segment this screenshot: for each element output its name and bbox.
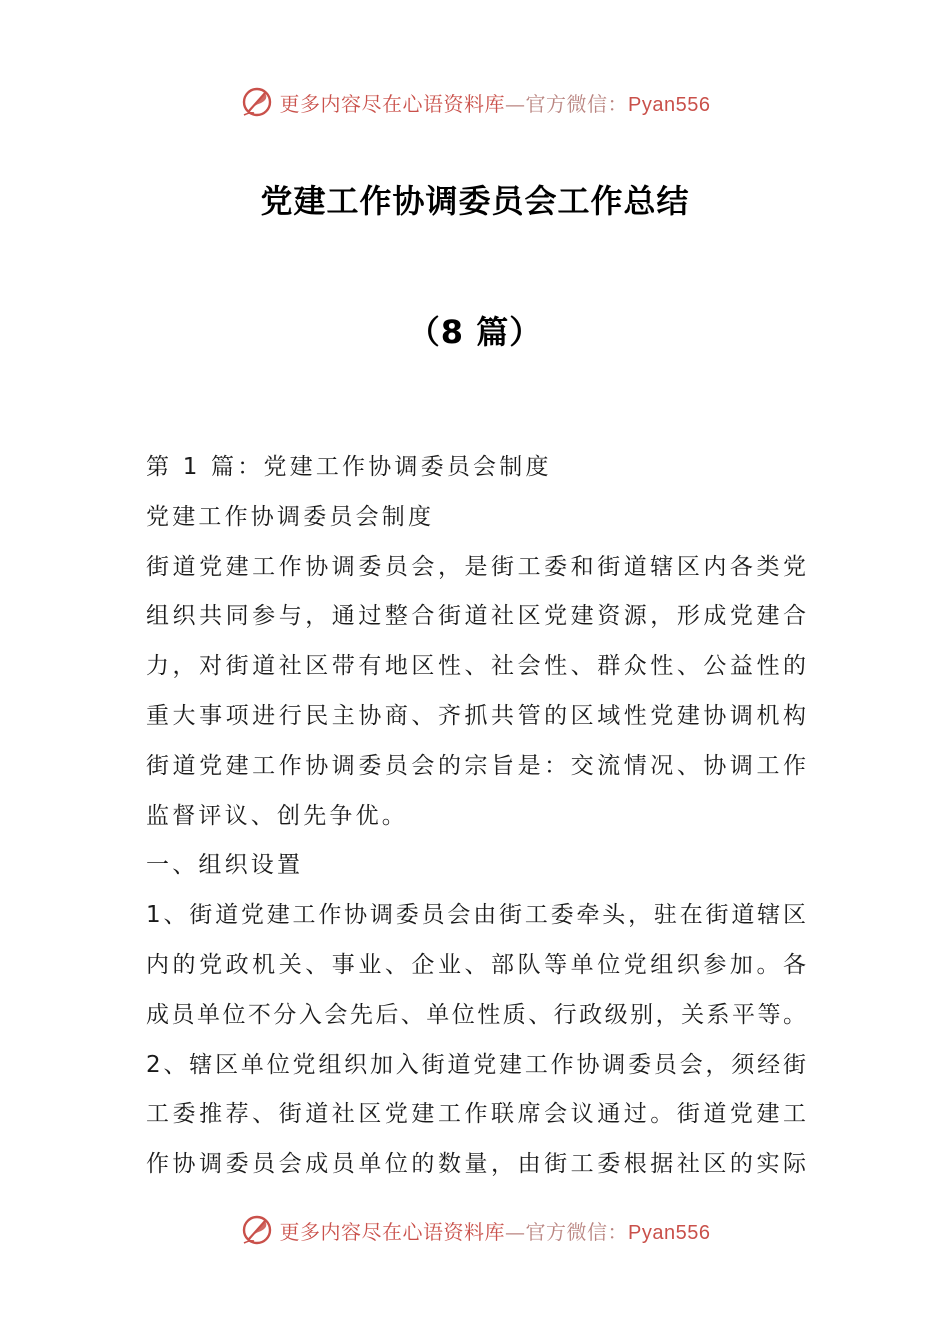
watermark-text: [280, 88, 711, 117]
body-line: 成员单位不分入会先后、单位性质、行政级别，关系平等。: [146, 1001, 806, 1028]
watermark-id: Pyan556: [628, 93, 711, 116]
watermark-sub: —官方微信：: [505, 91, 629, 116]
quill-logo-icon: [240, 85, 274, 119]
watermark-main: 更多内容尽在心语资料库: [279, 1219, 506, 1244]
quill-logo-icon: [240, 1213, 274, 1247]
watermark-main: 更多内容尽在心语资料库: [279, 91, 506, 116]
body-line: 力，对街道社区带有地区性、社会性、群众性、公益性的: [146, 653, 806, 680]
body-line: 2、辖区单位党组织加入街道党建工作协调委员会，须经街: [146, 1051, 806, 1078]
watermark-sub: —官方微信：: [505, 1219, 629, 1244]
body-line: 内的党政机关、事业、企业、部队等单位党组织参加。各: [146, 951, 806, 978]
body-line: 1、街道党建工作协调委员会由街工委牵头，驻在街道辖区: [146, 902, 806, 929]
header-watermark: [0, 82, 950, 122]
watermark-id: Pyan556: [628, 1221, 711, 1244]
body-line: 街道党建工作协调委员会，是街工委和街道辖区内各类党: [146, 553, 806, 580]
section-title: 党建工作协调委员会制度: [146, 503, 435, 530]
body-line: 街道党建工作协调委员会的宗旨是：交流情况、协调工作: [146, 752, 806, 779]
body-line: 监督评议、创先争优。: [146, 802, 408, 829]
watermark-text: [280, 1216, 711, 1245]
body-line: 组织共同参与，通过整合街道社区党建资源，形成党建合: [146, 603, 806, 630]
document-subtitle: （8 篇）: [407, 313, 543, 351]
body-line: 重大事项进行民主协商、齐抓共管的区域性党建协调机构: [146, 702, 806, 729]
document-body: [146, 443, 806, 1190]
footer-watermark: [0, 1210, 950, 1250]
body-line: 工委推荐、街道社区党建工作联席会议通过。街道党建工: [146, 1101, 806, 1128]
chapter-heading: 第 1 篇：党建工作协调委员会制度: [146, 454, 552, 480]
body-line: 作协调委员会成员单位的数量，由街工委根据社区的实际: [146, 1151, 806, 1178]
document-title: 党建工作协调委员会工作总结: [260, 182, 690, 220]
section-heading: 一、组织设置: [146, 852, 304, 879]
